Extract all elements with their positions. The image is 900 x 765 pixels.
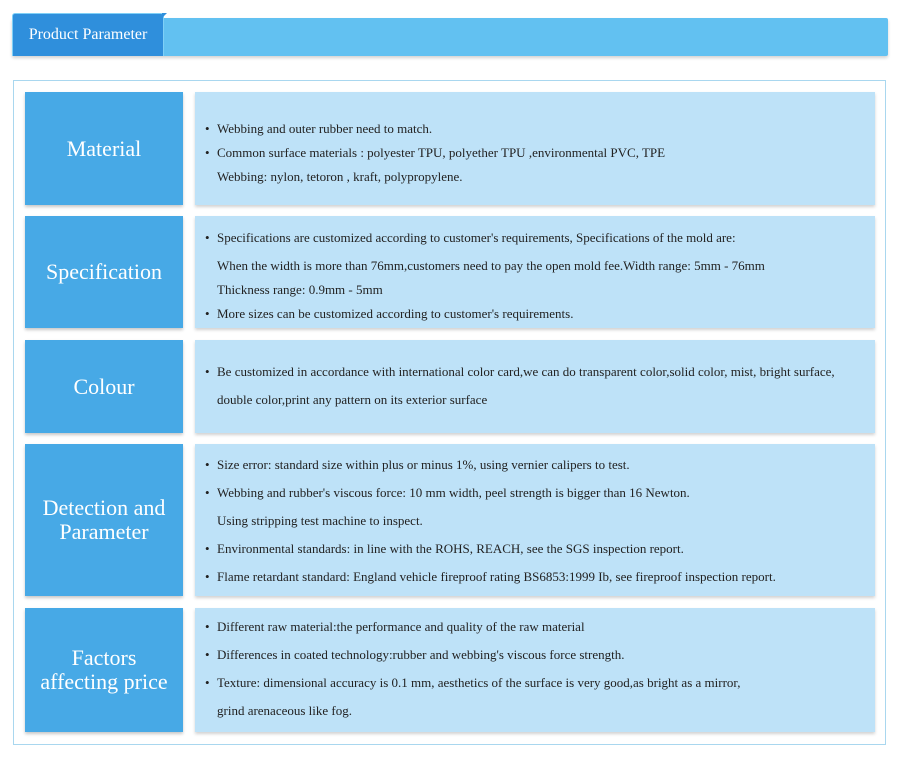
list-item: • Size error: standard size within plus or minus 1%, using vernier calipers to test. [205,457,630,472]
row-label-specification: Specification [25,216,183,328]
list-item: • Environmental standards: in line with the ROHS, REACH, see the SGS inspection report. [205,541,684,556]
list-item: Using stripping test machine to inspect. [217,513,423,528]
row-label-detection-line2: Parameter [59,519,149,544]
bullet-icon: • [205,569,210,584]
row-label-factors-line1: Factors [71,645,137,670]
header-tab-notch [162,13,167,18]
bullet-icon: • [205,230,210,245]
bullet-icon: • [205,619,210,634]
bullet-icon: • [205,541,210,556]
bullet-icon: • [205,121,210,136]
list-item: double color,print any pattern on its exterior surface [217,392,488,407]
row-specification [25,216,875,328]
list-item: Thickness range: 0.9mm - 5mm [217,282,383,297]
row-content-factors [195,608,875,732]
row-material [25,92,875,205]
bullet-icon: • [205,145,210,160]
row-content-detection [195,444,875,596]
row-label-factors-line2: affecting price [40,669,168,694]
list-item: • Common surface materials : polyester TPU, polyether TPU ,environmental PVC, TPE [205,145,666,160]
list-item: • Webbing and outer rubber need to match. [205,121,433,136]
row-label-factors [25,608,183,732]
row-label-colour: Colour [25,340,183,433]
row-label-material: Material [25,92,183,205]
list-item: • Be customized in accordance with international color card,we can do transparent color,solid color, mist, bright surface, [205,364,835,379]
list-item: • Specifications are customized according to customer's requirements, Specifications of the mold are: [205,230,736,245]
row-content-specification [195,216,875,328]
bullet-icon: • [205,675,210,690]
row-detection [25,444,875,596]
row-label-detection [25,444,183,596]
list-item: grind arenaceous like fog. [217,703,353,718]
page-title: Product Parameter [12,13,164,56]
row-label-detection-line1: Detection and [42,495,166,520]
list-item: • Flame retardant standard: England vehicle fireproof rating BS6853:1999 Ib, see fireproof inspection report. [205,569,776,584]
bullet-icon: • [205,306,210,321]
list-item: • Different raw material:the performance and quality of the raw material [205,619,585,634]
row-colour [25,340,875,433]
list-item: When the width is more than 76mm,customers need to pay the open mold fee.Width range: 5mm - 76mm [217,258,765,273]
row-content-colour [195,340,875,433]
bullet-icon: • [205,647,210,662]
list-item: • Webbing and rubber's viscous force: 10 mm width, peel strength is bigger than 16 Newton. [205,485,690,500]
list-item: • More sizes can be customized according to customer's requirements. [205,306,574,321]
bullet-icon: • [205,364,210,379]
list-item: Webbing: nylon, tetoron , kraft, polypropylene. [217,169,463,184]
bullet-icon: • [205,457,210,472]
list-item: • Texture: dimensional accuracy is 0.1 mm, aesthetics of the surface is very good,as bright as a mirror, [205,675,741,690]
list-item: • Differences in coated technology:rubber and webbing's viscous force strength. [205,647,625,662]
row-factors [25,608,875,732]
row-content-material [195,92,875,205]
bullet-icon: • [205,485,210,500]
